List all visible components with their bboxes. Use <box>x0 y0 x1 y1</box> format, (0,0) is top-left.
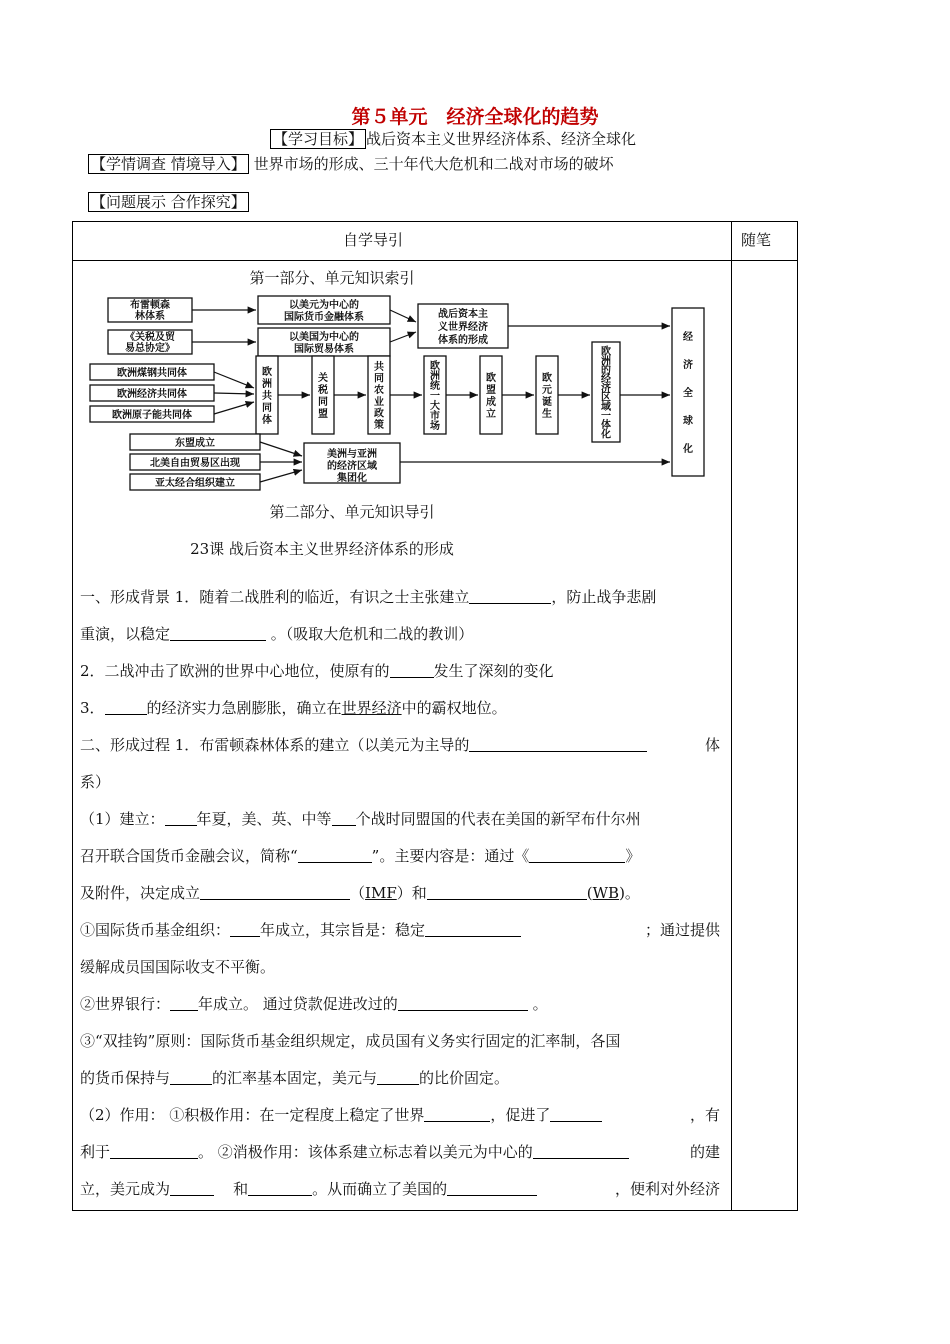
diagram-euratom: 欧洲原子能共同体 <box>112 410 192 421</box>
text-line-6: 系） <box>80 773 111 791</box>
diagram-eu-community: 欧洲共同体 <box>262 367 272 426</box>
blank[interactable] <box>398 994 528 1011</box>
col-notes-header: 随笔 <box>741 231 772 249</box>
part1-heading: 第一部分、单元知识索引 <box>249 269 415 287</box>
blank[interactable] <box>427 883 587 900</box>
diagram-bretton-woods: 布雷顿森 <box>130 300 170 311</box>
text-line-1: 一、形成背景 1．随着二战胜利的临近，有识之士主张建立 ，防止战争悲剧 <box>80 588 657 606</box>
blank[interactable] <box>469 587 551 604</box>
col-guide-header: 自学导引 <box>343 231 404 249</box>
blank[interactable] <box>200 883 350 900</box>
diagram-postwar-system: 战后资本主 <box>438 309 488 320</box>
text-line-8: 召开联合国货币金融会议，简称“ ”。主要内容是：通过《 》 <box>80 847 641 865</box>
diagram-customs-union: 关税同盟 <box>318 373 328 420</box>
survey-line <box>88 153 614 174</box>
problem-label: 【问题展示 合作探究】 <box>88 192 249 212</box>
diagram-euro-born: 欧元诞生 <box>542 373 552 420</box>
diagram-cap: 共同农业政策 <box>374 361 384 432</box>
text-line-3: 2．二战冲击了欧洲的世界中心地位，使原有的 发生了深刻的变化 <box>80 662 554 680</box>
diagram-gatt: 《关税及贸 <box>125 332 175 343</box>
blank[interactable] <box>469 735 647 752</box>
text-line-17: 立，美元成为 和 。从而确立了美国的 ，便利对外经济 <box>80 1180 720 1198</box>
blank[interactable] <box>170 624 266 641</box>
diagram-asia-america: 美洲与亚洲 <box>327 449 377 460</box>
diagram-single-market: 欧洲统一大市场 <box>430 361 440 432</box>
blank[interactable] <box>424 1105 490 1122</box>
diagram-gatt-2: 易总协定》 <box>125 343 175 354</box>
blank[interactable] <box>230 920 260 937</box>
header-row-separator <box>73 260 797 261</box>
diagram-asia-america-3: 集团化 <box>337 473 367 484</box>
diagram-monetary-system: 以美元为中心的 <box>289 300 359 311</box>
text-line-12: ②世界银行： 年成立。 通过贷款促进改过的 。 <box>80 995 548 1013</box>
lesson-body <box>80 579 720 1208</box>
diagram-globalization: 经济全球化 <box>683 332 693 455</box>
blank[interactable] <box>165 809 197 826</box>
diagram-asean: 东盟成立 <box>175 438 215 449</box>
blank[interactable] <box>170 1068 212 1085</box>
blank[interactable] <box>377 1068 419 1085</box>
diagram-apec: 亚太经合组织建立 <box>155 478 235 489</box>
text-line-16: 利于 。 ②消极作用：该体系建立标志着以美元为中心的 的建 <box>80 1143 720 1161</box>
goal-line <box>270 128 636 149</box>
column-separator <box>731 222 732 1210</box>
blank[interactable] <box>170 1179 214 1196</box>
diagram-postwar-system-3: 体系的形成 <box>438 335 488 346</box>
blank[interactable] <box>529 846 625 863</box>
diagram-bretton-woods-2: 林体系 <box>135 311 165 322</box>
text-line-15: （2）作用： ①积极作用：在一定程度上稳定了世界 ，促进了 ，有 <box>80 1106 720 1124</box>
diagram-monetary-system-2: 国际货币金融体系 <box>284 312 364 323</box>
goal-text: 战后资本主义世界经济体系、经济全球化 <box>366 130 637 148</box>
survey-text: 世界市场的形成、三十年代大危机和二战对市场的破坏 <box>253 155 614 173</box>
diagram-eu-integration: 欧洲的经济区域一体化 <box>601 346 611 441</box>
blank[interactable] <box>332 809 356 826</box>
diagram-eu-founded: 欧盟成立 <box>486 373 496 420</box>
diagram-trade-system: 以美国为中心的 <box>289 332 359 343</box>
blank[interactable] <box>110 1142 198 1159</box>
part2-heading: 第二部分、单元知识导引 <box>269 503 435 521</box>
blank[interactable] <box>170 994 198 1011</box>
text-line-11: 缓解成员国国际收支不平衡。 <box>80 958 276 976</box>
text-line-9: 及附件，决定成立 （IMF）和 (WB)。 <box>80 884 640 902</box>
text-line-2: 重演，以稳定 。（吸取大危机和二战的教训） <box>80 625 474 643</box>
blank[interactable] <box>298 846 372 863</box>
diagram-asia-america-2: 的经济区域 <box>327 461 377 472</box>
text-line-13: ③“双挂钩”原则：国际货币基金组织规定，成员国有义务实行固定的汇率制，各国 <box>80 1032 621 1050</box>
text-line-7: （1）建立： 年夏，美、英、中等 个战时同盟国的代表在美国的新罕布什尔州 <box>80 810 641 828</box>
survey-label: 【学情调查 情境导入】 <box>88 154 249 174</box>
problem-line <box>88 191 249 212</box>
blank[interactable] <box>105 698 147 715</box>
blank[interactable] <box>390 661 434 678</box>
diagram-eec: 欧洲经济共同体 <box>117 389 187 400</box>
diagram-ecsc: 欧洲煤钢共同体 <box>117 368 187 379</box>
blank[interactable] <box>248 1179 312 1196</box>
text-line-14: 的货币保持与 的汇率基本固定，美元与 的比价固定。 <box>80 1069 510 1087</box>
diagram-postwar-system-2: 义世界经济 <box>438 322 488 333</box>
diagram-trade-system-2: 国际贸易体系 <box>294 344 354 355</box>
page-title: 第５单元 经济全球化的趋势 <box>351 106 599 128</box>
unit-knowledge-diagram <box>84 290 724 500</box>
blank[interactable] <box>533 1142 629 1159</box>
blank[interactable] <box>550 1105 602 1122</box>
lesson-heading: 23课 战后资本主义世界经济体系的形成 <box>190 540 454 558</box>
goal-label: 【学习目标】 <box>270 129 366 149</box>
text-line-5: 二、形成过程 1．布雷顿森林体系的建立（以美元为主导的 体 <box>80 736 720 754</box>
blank[interactable] <box>447 1179 537 1196</box>
text-line-10: ①国际货币基金组织： 年成立，其宗旨是：稳定 ；通过提供 <box>80 921 720 939</box>
text-line-4: 3． 的经济实力急剧膨胀，确立在世界经济中的霸权地位。 <box>80 699 507 717</box>
diagram-nafta: 北美自由贸易区出现 <box>150 458 240 469</box>
blank[interactable] <box>425 920 521 937</box>
